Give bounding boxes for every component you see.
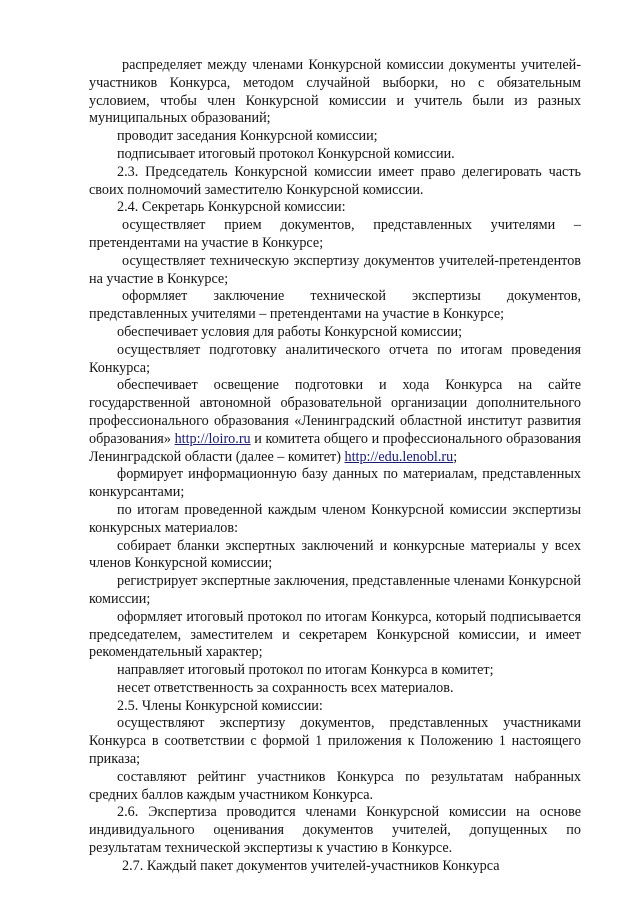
paragraph: регистрирует экспертные заключения, представленные членами Конкурсной комиссии; [89,573,581,607]
section-heading-2-5: 2.5. Члены Конкурсной комиссии: [117,697,323,714]
paragraph-text: обеспечивает освещение подготовки и хода Конкурса на сайте государственной автономной образовательной организации дополнительного профессионального образования «Ленинградский областной институт развития образования» [89,377,581,447]
paragraph: обеспечивает условия для работы Конкурсной комиссии; [117,323,463,340]
paragraph: распределяет между членами Конкурсной комиссии документы учителей-участников Конкурса, методом случайной выборки, но с обязательным условием, чтобы член Конкурсной комиссии и учитель были из разных муниципальных образований; [89,57,581,127]
paragraph: составляют рейтинг участников Конкурса по результатам набранных средних баллов каждым участником Конкурса. [89,768,581,803]
paragraph: осуществляет прием документов, представленных учителями – претендентами на участие в Конкурсе; [89,217,581,251]
paragraph: осуществляет техническую экспертизу документов учителей-претендентов на участие в Конкурсе; [89,252,581,287]
paragraph-text: и комитета общего и профессионального образования Ленинградской области (далее – комитет) [89,430,581,465]
loiro-link[interactable]: http://loiro.ru [174,430,251,447]
paragraph: осуществляет подготовку аналитического отчета по итогам проведения Конкурса; [89,341,581,376]
paragraph: формирует информационную базу данных по материалам, представленных конкурсантами; [89,466,581,501]
document-page [89,57,581,876]
paragraph: направляет итоговый протокол по итогам Конкурса в комитет; [117,662,494,679]
paragraph-with-links [89,377,581,466]
paragraph: оформляет итоговый протокол по итогам Конкурса, который подписывается председателем, заместителем и секретарем Конкурсной комиссии, и имеет рекомендательный характер; [89,608,581,661]
paragraph: проводит заседания Конкурсной комиссии; [117,128,378,145]
section-heading-2-3: 2.3. Председатель Конкурсной комиссии имеет право делегировать часть своих полномочий заместителю Конкурсной комиссии. [89,163,581,198]
paragraph: собирает бланки экспертных заключений и конкурсные материалы у всех членов Конкурсной комиссии; [89,537,581,572]
section-paragraph-2-6: 2.6. Экспертиза проводится членами Конкурсной комиссии на основе индивидуального оценивания документов учителей, допущенных по результатам технической экспертизы к участию в Конкурсе. [89,804,581,857]
section-paragraph-2-7: 2.7. Каждый пакет документов учителей-участников Конкурса [122,857,500,874]
edu-lenobl-link[interactable]: http://edu.lenobl.ru [344,448,454,465]
paragraph: несет ответственность за сохранность всех материалов. [117,679,454,696]
section-heading-2-4: 2.4. Секретарь Конкурсной комиссии: [117,199,346,216]
paragraph: по итогам проведенной каждым членом Конкурсной комиссии экспертизы конкурсных материалов: [89,501,581,536]
paragraph: оформляет заключение технической экспертизы документов, представленных учителями – претендентами на участие в Конкурсе; [89,288,581,323]
paragraph: осуществляют экспертизу документов, представленных участниками Конкурса в соответствии с формой 1 приложения к Положению 1 настоящего приказа; [89,715,581,768]
paragraph: подписывает итоговый протокол Конкурсной комиссии. [117,145,455,162]
paragraph-text: ; [453,448,458,465]
